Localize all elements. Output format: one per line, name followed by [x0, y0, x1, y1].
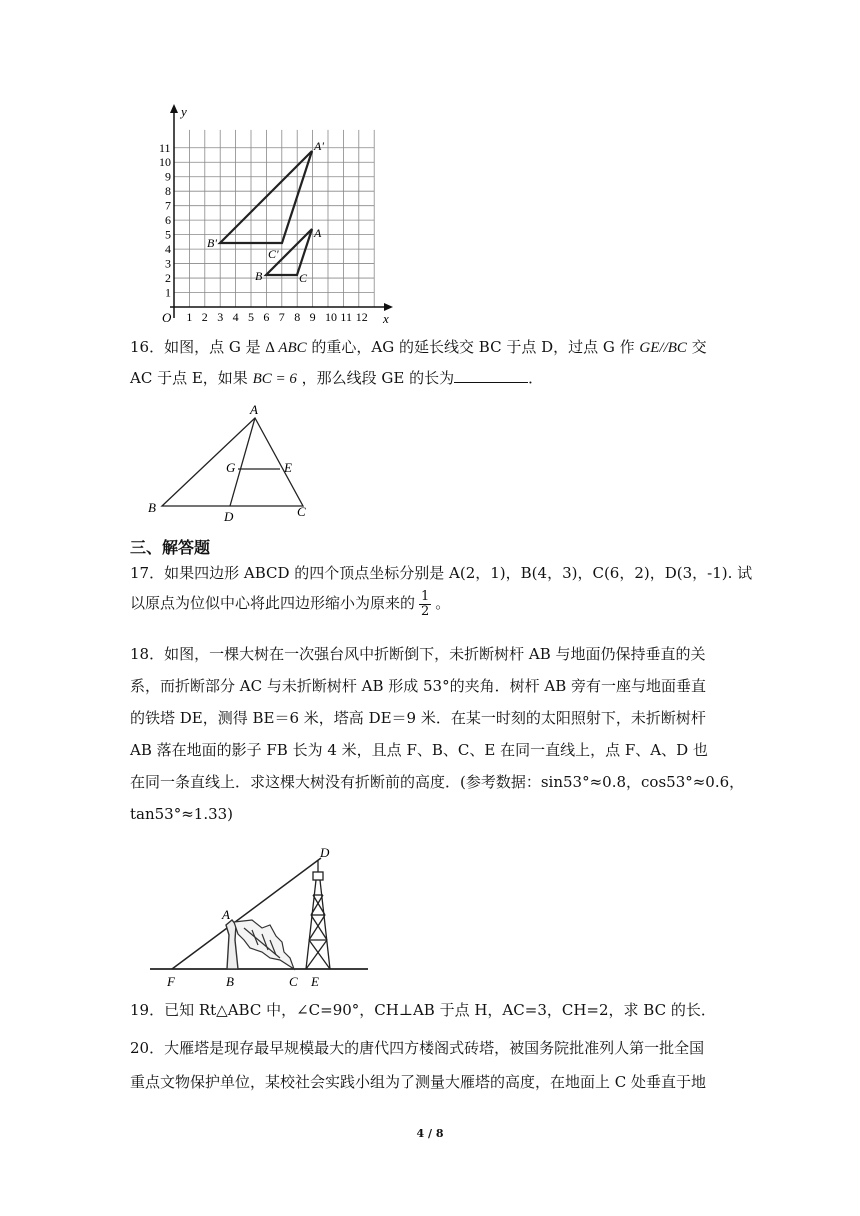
section-heading: 三、解答题 [130, 538, 211, 557]
q18-tree-tower-figure [140, 840, 380, 990]
y-tick-label: 4 [165, 242, 171, 257]
x-tick-label: 10 [325, 310, 337, 324]
point-b-label: B [255, 269, 263, 283]
point-c-prime-label: C' [268, 247, 279, 261]
x-tick-label: 4 [232, 310, 239, 324]
q19-number: 19 [130, 1001, 150, 1019]
x-tick-label: 6 [263, 310, 270, 324]
q18-number: 18 [130, 645, 150, 663]
y-tick-label: 3 [165, 256, 171, 271]
question-17: 17．如果四边形 ABCD 的四个顶点坐标分别是 A(2，1)，B(4，3)，C(6，2)，D(3，-1). 试 以原点为位似中心将此四边形缩小为原来的 $\frac{1}{2}$ 。 [130, 564, 753, 619]
x-tick-label: 1 [186, 310, 193, 324]
question-20: 20．大雁塔是现存最早规模最大的唐代四方楼阁式砖塔，被国务院批准列人第一批全国 重点文物保护单位，某校社会实践小组为了测量大雁塔的高度，在地面上 C 处垂直于地 [130, 1039, 707, 1091]
label-c: C [297, 504, 306, 519]
fallen-tree-crown [234, 920, 294, 969]
label-a: A [250, 402, 258, 417]
q16-number: 16 [130, 338, 150, 356]
label-e: E [284, 460, 292, 475]
y-tick-label: 9 [165, 169, 171, 184]
point-b-prime-label: B' [207, 236, 217, 250]
q16-triangle-figure [140, 400, 330, 525]
x-axis-arrow [384, 303, 393, 311]
x-tick-label: 5 [248, 310, 254, 324]
label-b: B [226, 974, 234, 989]
y-axis-arrow [170, 104, 178, 113]
question-18: 18．如图，一棵大树在一次强台风中折断倒下，未折断树杆 AB 与地面仍保持垂直的关 系，而折断部分 AC 与未折断树杆 AB 形成 53°的夹角．树杆 AB 旁有一座与地面垂直 的铁塔 DE，测得 BE＝6 米，塔高 DE＝9 米．在某一时刻的太阳照射下，未折断树杆 AB 落在地面的影子 FB 长为 4 米，且点 F、B、C、E 在同一直线上，点 F、A、D 也 在同一条直线上．求这棵大树没有折断前的高度．(参考数据：sin53°≈0.8，cos53°≈0.6， tan53°≈1.33) [130, 645, 745, 823]
x-tick-label: 9 [309, 310, 316, 324]
x-tick-label: 11 [340, 310, 352, 324]
y-tick-label: 1 [165, 285, 171, 300]
fraction-one-half: $\frac{1}{2}$ [421, 588, 430, 619]
y-tick-label: 10 [159, 155, 171, 170]
q20-number: 20 [130, 1039, 150, 1057]
x-tick-label: 7 [278, 310, 285, 324]
y-tick-label: 7 [165, 198, 171, 213]
question-19: 19．已知 Rt△ABC 中，∠C=90°，CH⊥AB 于点 H，AC=3，CH=2，求 BC 的长． [130, 1001, 716, 1019]
label-g: G [226, 460, 236, 475]
page-number: 4 / 8 [416, 1127, 444, 1140]
point-a-label: A [314, 226, 322, 240]
sun-ray-fd [172, 858, 321, 969]
x-tick-label: 8 [294, 310, 301, 324]
x-tick-label: 3 [217, 310, 224, 324]
label-d: D [320, 845, 330, 860]
label-a: A [222, 907, 230, 922]
label-b: B [148, 500, 156, 515]
label-e: E [311, 974, 319, 989]
point-c-label: C [299, 271, 308, 285]
q17-number: 17 [130, 564, 150, 582]
point-a-prime-label: A' [314, 139, 324, 153]
question-16: 16．如图，点 G 是 ∆ ABC 的重心，AG 的延长线交 BC 于点 D，过点 G 作 GE//BC 交 AC 于点 E，如果 BC = 6 ，那么线段 GE 的长为 ． [130, 338, 707, 387]
x-tick-label: 12 [355, 310, 368, 324]
y-tick-label: 8 [165, 184, 171, 199]
label-c: C [289, 974, 298, 989]
label-f: F [167, 974, 175, 989]
label-d: D [224, 509, 234, 524]
y-tick-label: 11 [159, 140, 171, 155]
y-axis-label: y [181, 104, 187, 119]
y-tick-label: 2 [165, 271, 171, 286]
iron-tower [306, 860, 330, 969]
x-tick-label: 2 [201, 310, 208, 324]
x-axis-label: x [383, 311, 389, 326]
answer-blank[interactable] [454, 367, 528, 383]
y-tick-label: 5 [165, 227, 171, 242]
coordinate-grid-figure [140, 100, 400, 330]
y-tick-label: 6 [165, 213, 171, 228]
origin-label: O [162, 310, 172, 325]
